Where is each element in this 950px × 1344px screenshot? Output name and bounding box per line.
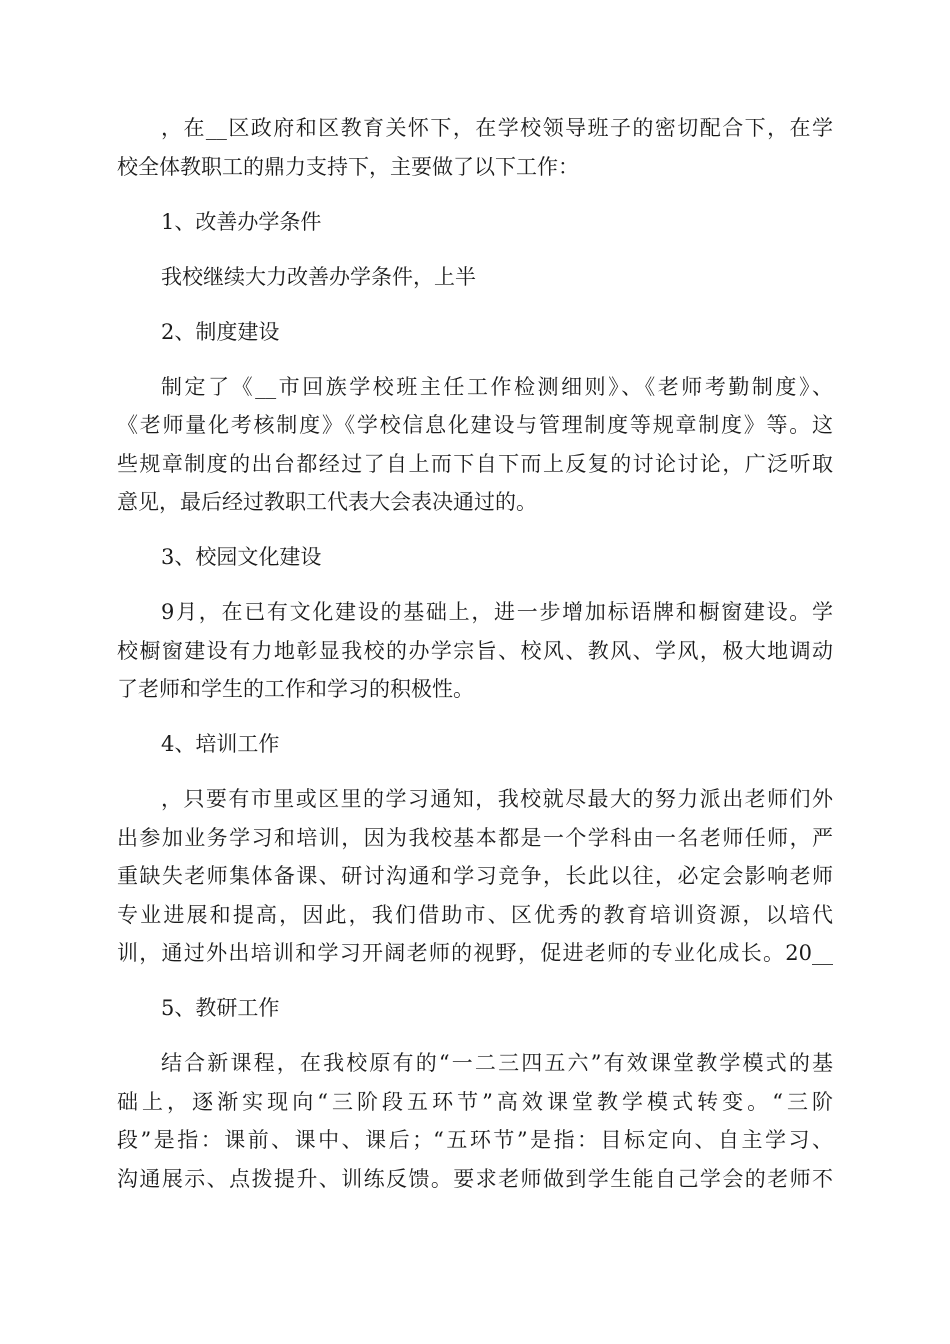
gap xyxy=(117,577,833,594)
line-19: 训，通过外出培训和学习开阔老师的视野，促进老师的专业化成长。20__ xyxy=(117,941,833,965)
heading-2: 2、制度建设 xyxy=(161,319,280,344)
line-12: 校橱窗建设有力地彰显我校的办学宗旨、校风、教风、学风，极大地调动 xyxy=(117,638,833,663)
heading-5: 5、教研工作 xyxy=(161,996,280,1020)
line-8: 些规章制度的出台都经过了自上而下自下而上反复的讨论讨论，广泛听取 xyxy=(117,451,833,476)
line-16: 出参加业务学习和培训，因为我校基本都是一个学科由一名老师任师，严 xyxy=(117,825,833,850)
gap xyxy=(117,186,833,203)
line-23: 段”是指：课前、课中、课后；“五环节”是指：目标定向、自主学习、 xyxy=(117,1128,833,1152)
gap xyxy=(117,973,833,990)
document-body xyxy=(117,109,833,1198)
gap xyxy=(117,296,833,313)
line-4: 我校继续大力改善办学条件，上半 xyxy=(161,264,476,289)
line-18: 专业进展和提高，因此，我们借助市、区优秀的教育培训资源，以培代 xyxy=(117,902,833,927)
heading-4: 4、培训工作 xyxy=(161,732,280,756)
line-21: 结合新课程，在我校原有的“一二三四五六”有效课堂教学模式的基 xyxy=(161,1051,833,1075)
line-24: 沟通展示、点拨提升、训练反馈。要求老师做到学生能自己学会的老师不 xyxy=(117,1166,833,1191)
line-13: 了老师和学生的工作和学习的积极性。 xyxy=(117,677,474,701)
gap xyxy=(117,522,833,539)
line-6: 制定了《__市回族学校班主任工作检测细则》、《老师考勤制度》、 xyxy=(161,374,833,399)
line-2: 校全体教职工的鼎力支持下，主要做了以下工作： xyxy=(117,154,579,179)
heading-3: 3、校园文化建设 xyxy=(161,545,322,569)
line-9: 意见，最后经过教职工代表大会表决通过的。 xyxy=(117,490,537,514)
gap xyxy=(117,709,833,726)
line-17: 重缺失老师集体备课、研讨沟通和学习竞争，长此以往，必定会影响老师 xyxy=(117,864,833,888)
line-11: 9月，在已有文化建设的基础上，进一步增加标语牌和橱窗建设。学 xyxy=(161,600,833,624)
heading-1: 1、改善办学条件 xyxy=(161,209,322,234)
line-7: 《老师量化考核制度》《学校信息化建设与管理制度等规章制度》等。这 xyxy=(117,413,833,437)
gap xyxy=(117,241,833,258)
line-15: ，只要有市里或区里的学习通知，我校就尽最大的努力派出老师们外 xyxy=(161,787,833,811)
gap xyxy=(117,1028,833,1045)
line-1: ，在__区政府和区教育关怀下，在学校领导班子的密切配合下，在学 xyxy=(161,116,833,140)
line-22: 础上，逐渐实现向“三阶段五环节”高效课堂教学模式转变。“三阶 xyxy=(117,1089,833,1114)
gap xyxy=(117,764,833,781)
gap xyxy=(117,351,833,368)
